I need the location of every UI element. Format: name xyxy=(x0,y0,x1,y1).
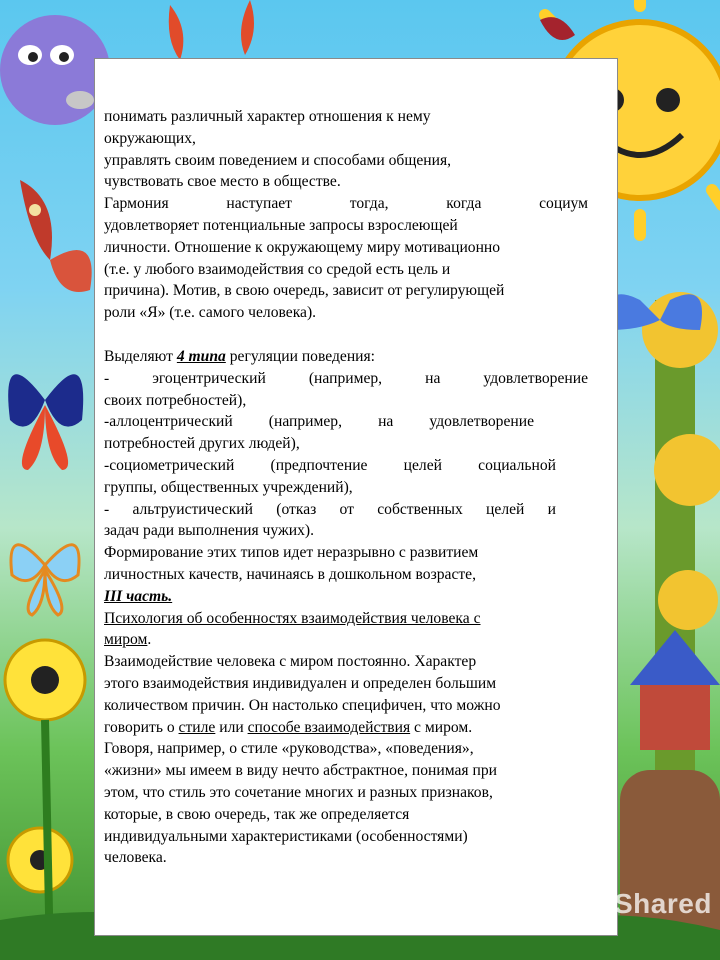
style-line-mid: или xyxy=(215,718,248,736)
interaction-method-term: способе взаимодействия xyxy=(247,718,411,736)
text-line: количеством причин. Он настолько специфичен, что можно xyxy=(104,696,501,714)
text-line: причина). Мотив, в свою очередь, зависит от регулирующей xyxy=(104,282,505,300)
text-line: удовлетворяет потенциальные запросы взрослеющей xyxy=(104,216,458,234)
paragraph-gap xyxy=(104,324,588,346)
section-title-period: . xyxy=(147,631,152,649)
text-line: (т.е. у любого взаимодействия со средой есть цель и xyxy=(104,260,451,278)
text-line: окружающих, xyxy=(104,129,196,147)
watermark-label: Shared xyxy=(614,888,712,919)
style-term: стиле xyxy=(178,718,216,736)
section-title-end xyxy=(104,629,588,651)
text-line: Взаимодействие человека с миром постоянно. Характер xyxy=(104,653,477,671)
text-line: потребностей других людей), xyxy=(104,435,300,453)
style-line xyxy=(104,717,588,739)
document-text xyxy=(104,106,588,869)
butterfly-top-icon xyxy=(169,0,575,60)
butterfly-red-icon xyxy=(20,180,92,292)
watermark xyxy=(528,888,712,936)
text-line: понимать различный характер отношения к нему xyxy=(104,108,431,125)
text-line: Формирование этих типов идет неразрывно с развитием xyxy=(104,544,479,562)
types-intro-after: регуляции поведения: xyxy=(225,347,376,365)
text-line: Гармония наступает тогда, когда социум xyxy=(104,195,588,213)
style-line-after: с миром. xyxy=(410,718,473,736)
text-line: этом, что стиль это сочетание многих и разных признаков, xyxy=(104,783,493,801)
text-line: которые, в свою очередь, так же определяется xyxy=(104,805,410,823)
text-line: «жизни» мы имеем в виду нечто абстрактное, понимая при xyxy=(104,762,497,780)
style-line-before: говорить о xyxy=(104,718,179,736)
text-line: личностных качеств, начинаясь в дошкольном возрасте, xyxy=(104,565,477,583)
text-line: своих потребностей), xyxy=(104,391,247,409)
text-line: -аллоцентрический (например, на удовлетворение xyxy=(104,413,534,431)
text-line: группы, общественных учреждений), xyxy=(104,478,353,496)
types-count-highlight: 4 типа xyxy=(176,347,226,365)
text-line: личности. Отношение к окружающему миру мотивационно xyxy=(104,238,501,256)
text-line: роли «Я» (т.е. самого человека). xyxy=(104,304,317,322)
butterfly-blue-icon xyxy=(8,374,83,470)
text-line: чувствовать свое место в обществе. xyxy=(104,173,341,191)
section-title-line2: миром xyxy=(104,631,148,649)
types-intro xyxy=(104,346,588,368)
section-title: Психология об особенностях взаимодействия человека с xyxy=(104,609,481,627)
presentation-board-icon xyxy=(528,892,568,932)
text-line: - эгоцентрический (например, на удовлетворение xyxy=(104,369,588,387)
text-line: - альтруистический (отказ от собственных целей и xyxy=(104,500,556,518)
types-intro-before: Выделяют xyxy=(104,347,177,365)
text-line: этого взаимодействия индивидуален и определен большим xyxy=(104,674,497,692)
part-heading: III часть. xyxy=(104,587,173,605)
text-line: индивидуальными характеристиками (особенностями) xyxy=(104,827,468,845)
text-line: -социометрический (предпочтение целей социальной xyxy=(104,456,556,474)
butterfly-lightblue-icon xyxy=(11,545,79,615)
text-line: управлять своим поведением и способами общения, xyxy=(104,151,452,169)
text-line: задач ради выполнения чужих). xyxy=(104,522,314,540)
text-line: Говоря, например, о стиле «руководства», «поведения», xyxy=(104,740,474,758)
text-line: человека. xyxy=(104,849,167,867)
flower-yellow-icon xyxy=(5,640,85,960)
